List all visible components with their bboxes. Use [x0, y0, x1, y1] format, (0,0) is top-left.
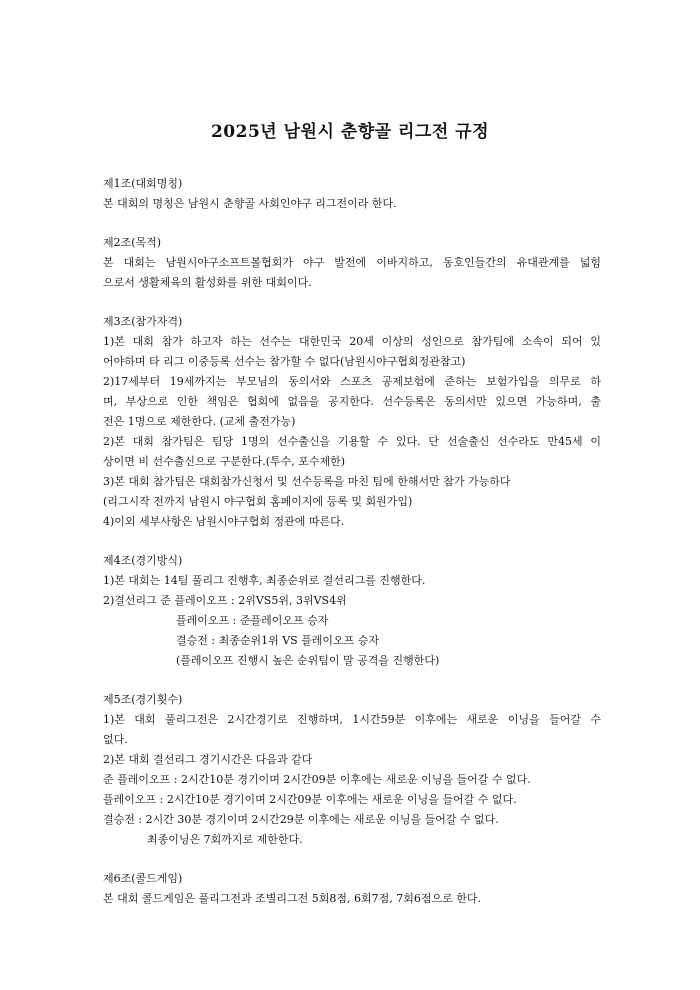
article-6	[103, 869, 601, 909]
article-line: 결승전 : 최종순위1위 VS 플레이오프 승자	[176, 634, 380, 647]
document-body	[103, 174, 601, 928]
article-heading: 제1조(대회명칭)	[103, 177, 183, 190]
article-3	[103, 312, 601, 532]
article-line: 3)본 대회 참가팀은 대회참가신청서 및 선수등록을 마친 팀에 한해서만 참가 가능하다	[103, 475, 511, 488]
article-line: 최종이닝은 7회까지로 제한한다.	[147, 833, 303, 846]
article-line: 상이면 비 선수출신으로 구분한다.(투수, 포수제한)	[103, 455, 346, 468]
article-line: (플레이오프 진행시 높은 순위팀이 말 공격을 진행한다)	[176, 654, 440, 667]
article-heading: 제3조(참가자격)	[103, 315, 183, 328]
article-line: 준 플레이오프 : 2시간10분 경기이며 2시간09분 이후에는 새로운 이닝을 들어갈 수 없다.	[103, 773, 531, 786]
article-line: 본 대회 콜드게임은 풀리그전과 조별리그전 5회8점, 6회7점, 7회6점으로 한다.	[103, 892, 481, 905]
article-line: 1)본 대회는 14팀 풀리그 진행후, 최종순위로 결선리그를 진행한다.	[103, 574, 426, 587]
article-line: 4)이외 세부사항은 남원시야구협회 정관에 따른다.	[103, 515, 345, 528]
article-line: 2)17세부터 19세까지는 부모님의 동의서와 스포츠 공제보험에 준하는 보험가입을 의무로 하	[103, 375, 601, 388]
article-line: 플레이오프 : 준플레이오프 승자	[176, 614, 329, 627]
article-line: 없다.	[103, 733, 128, 746]
article-line: 며, 부상으로 인한 책임은 협회에 없음을 공지한다. 선수등록은 동의서만 있으면 가능하며, 출	[103, 395, 601, 408]
article-line: 플레이오프 : 2시간10분 경기이며 2시간09분 이후에는 새로운 이닝을 들어갈 수 없다.	[103, 793, 517, 806]
article-1	[103, 174, 601, 214]
document-title: 2025년 남원시 춘향골 리그전 규정	[210, 122, 490, 142]
article-line: 본 대회의 명칭은 남원시 춘향골 사회인야구 리그전이라 한다.	[103, 197, 397, 210]
article-line: 2)본 대회 결선리그 경기시간은 다음과 같다	[103, 753, 313, 766]
article-5	[103, 690, 601, 850]
article-line: 으로서 생활체육의 활성화를 위한 대회이다.	[103, 276, 312, 289]
article-line: 2)결선리그 준 플레이오프 : 2위VS5위, 3위VS4위	[103, 594, 347, 607]
article-2	[103, 233, 601, 293]
article-line: 본 대회는 남원시야구소프트볼협회가 야구 발전에 이바지하고, 동호인들간의 유대관계를 넓힘	[103, 256, 601, 269]
article-line: 결승전 : 2시간 30분 경기이며 2시간29분 이후에는 새로운 이닝을 들어갈 수 없다.	[103, 813, 499, 826]
article-line: 어야하며 타 리그 이중등록 선수는 참가할 수 없다(남원시야구협회정관참고)	[103, 355, 466, 368]
article-4	[103, 551, 601, 671]
article-heading: 제2조(목적)	[103, 236, 162, 249]
article-heading: 제6조(콜드게임)	[103, 872, 183, 885]
article-heading: 제5조(경기횟수)	[103, 693, 183, 706]
article-line: 전은 1명으로 제한한다. (교체 출전가능)	[103, 415, 296, 428]
article-line: 2)본 대회 참가팀은 팀당 1명의 선수출신을 기용할 수 있다. 단 선술출신 선수라도 만45세 이	[103, 435, 601, 448]
article-line: (리그시작 전까지 남원시 야구협회 홈페이지에 등록 및 회원가입)	[103, 495, 413, 508]
article-line: 1)본 대회 참가 하고자 하는 선수는 대한민국 20세 이상의 성인으로 참가팀에 소속이 되어 있	[103, 335, 601, 348]
article-heading: 제4조(경기방식)	[103, 554, 183, 567]
article-line: 1)본 대회 풀리그전은 2시간경기로 진행하며, 1시간59분 이후에는 새로운 이닝을 들어갈 수	[103, 713, 601, 726]
